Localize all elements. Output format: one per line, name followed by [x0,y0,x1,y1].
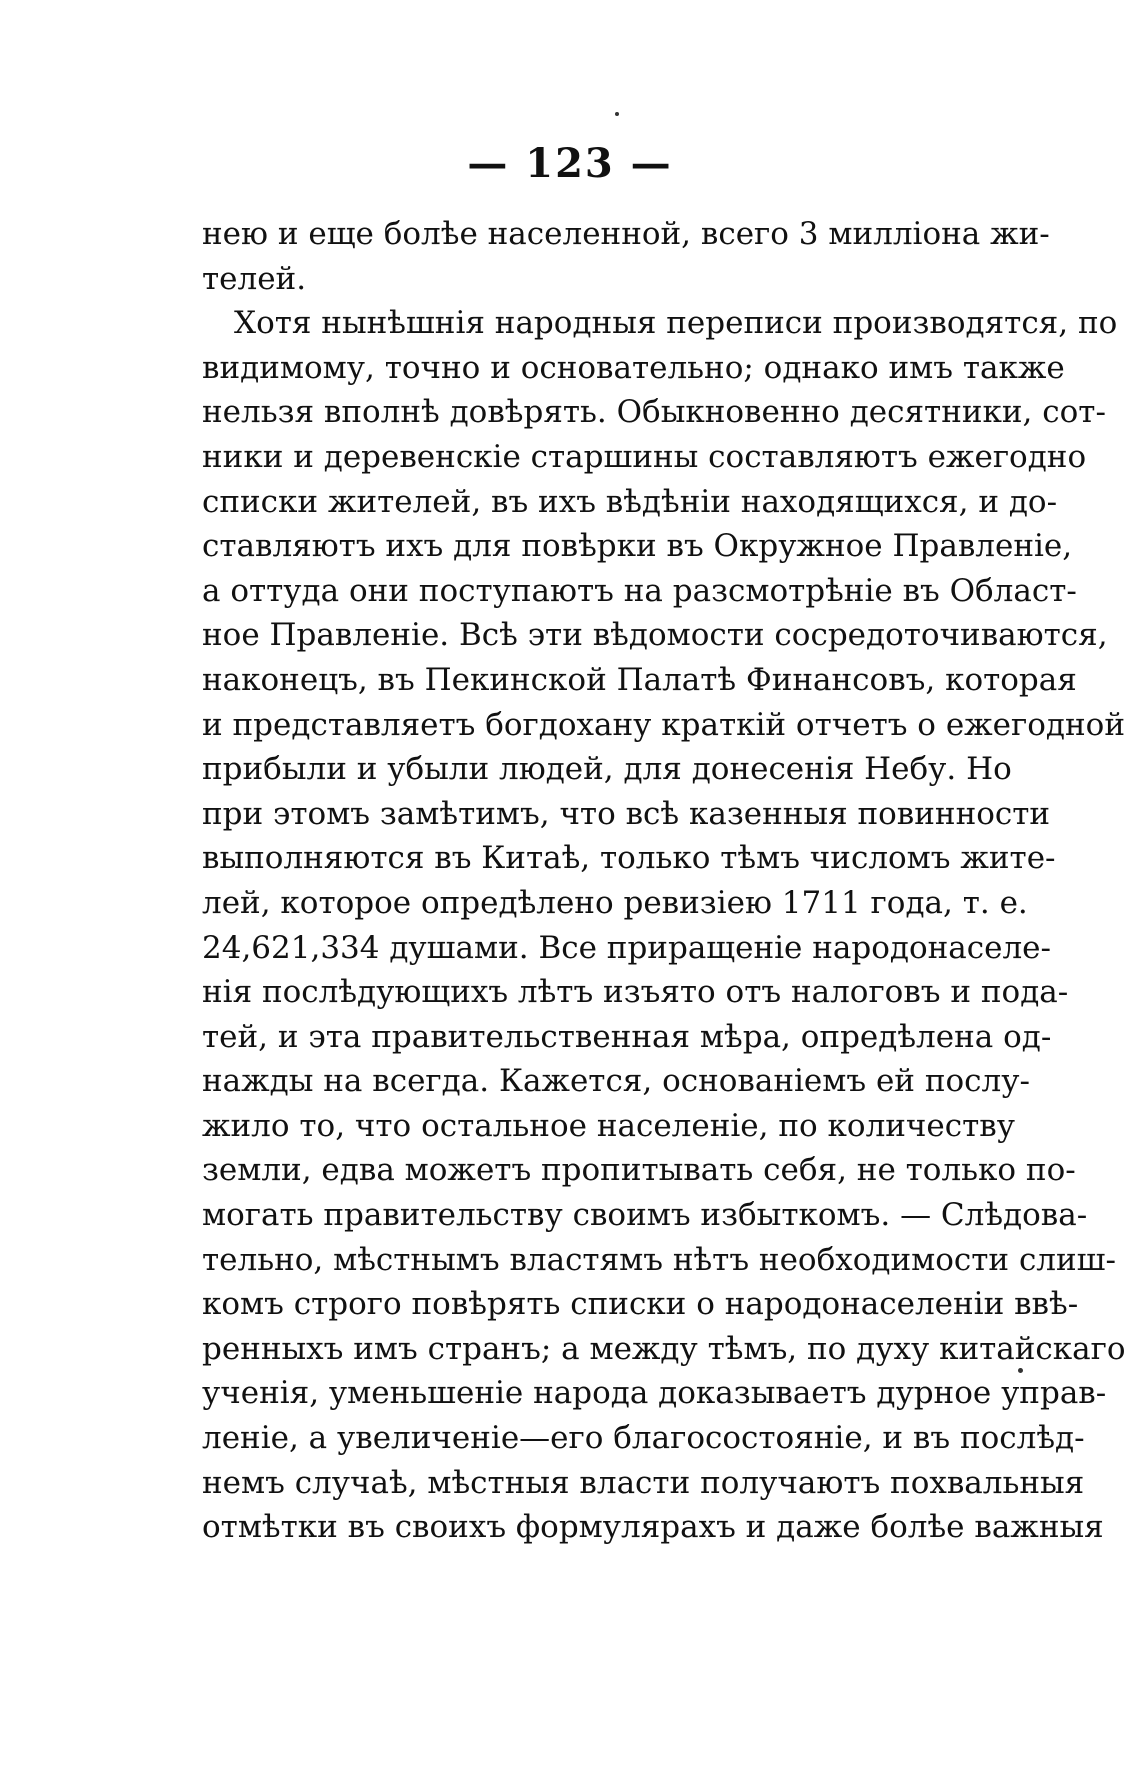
paragraph-2 [202,301,1126,1550]
text-line: жило то, что остальное населеніе, по количеству [202,1107,1015,1144]
text-line: тей, и эта правительственная мѣра, опредѣлена од- [202,1018,1052,1055]
text-line: нажды на всегда. Кажется, основаніемъ ей послу- [202,1063,1030,1100]
scan-speck [615,112,619,116]
text-line: 24,621,334 душами. Все приращеніе народонаселе- [202,929,1052,966]
text-line: леніе, а увеличеніе—его благосостояніе, и въ послѣд- [202,1420,1085,1457]
text-line: земли, едва можетъ пропитывать себя, не только по- [202,1152,1076,1189]
text-line: видимому, точно и основательно; однако имъ также [202,349,1065,386]
body-text [202,212,1126,1550]
text-line: нія послѣдующихъ лѣтъ изъято отъ налоговъ и пода- [202,974,1069,1011]
text-line: Хотя нынѣшнія народныя переписи производятся, по [234,305,1118,342]
scan-speck [1018,1368,1023,1373]
text-line: при этомъ замѣтимъ, что всѣ казенныя повинности [202,795,1051,832]
text-line: комъ строго повѣрять списки о народонаселеніи ввѣ- [202,1286,1079,1323]
text-line: тельно, мѣстнымъ властямъ нѣтъ необходимости слиш- [202,1241,1116,1278]
paragraph-1 [202,212,1050,301]
text-line: нею и еще болѣе населенной, всего 3 милліона жи- [202,216,1050,252]
page-number: — 123 — [467,140,673,187]
text-line: ставляютъ ихъ для повѣрки въ Окружное Правленіе, [202,528,1073,565]
text-line: отмѣтки въ своихъ формулярахъ и даже болѣе важныя [202,1509,1104,1546]
text-line: наконецъ, въ Пекинской Палатѣ Финансовъ, которая [202,661,1077,698]
text-line: ное Правленіе. Всѣ эти вѣдомости сосредоточиваются, [202,617,1108,654]
text-line: выполняются въ Китаѣ, только тѣмъ числомъ жите- [202,840,1056,877]
text-line: ренныхъ имъ странъ; а между тѣмъ, по духу китайскаго [202,1330,1126,1367]
text-line: и представляетъ богдохану краткій отчетъ о ежегодной [202,706,1126,743]
text-line: немъ случаѣ, мѣстныя власти получаютъ похвальныя [202,1464,1085,1501]
text-line: телей. [202,260,307,297]
text-line: лей, которое опредѣлено ревизіею 1711 года, т. е. [202,884,1028,921]
text-line: ученія, уменьшеніе народа доказываетъ дурное управ- [202,1375,1107,1412]
text-line: списки жителей, въ ихъ вѣдѣніи находящихся, и до- [202,483,1058,520]
text-line: а оттуда они поступаютъ на разсмотрѣніе въ Област- [202,572,1077,609]
text-line: ники и деревенскіе старшины составляютъ ежегодно [202,438,1087,475]
text-line: могать правительству своимъ избыткомъ. — Слѣдова- [202,1197,1088,1234]
text-line: нельзя вполнѣ довѣрять. Обыкновенно десятники, сот- [202,394,1106,431]
text-line: прибыли и убыли людей, для донесенія Небу. Но [202,751,1012,788]
